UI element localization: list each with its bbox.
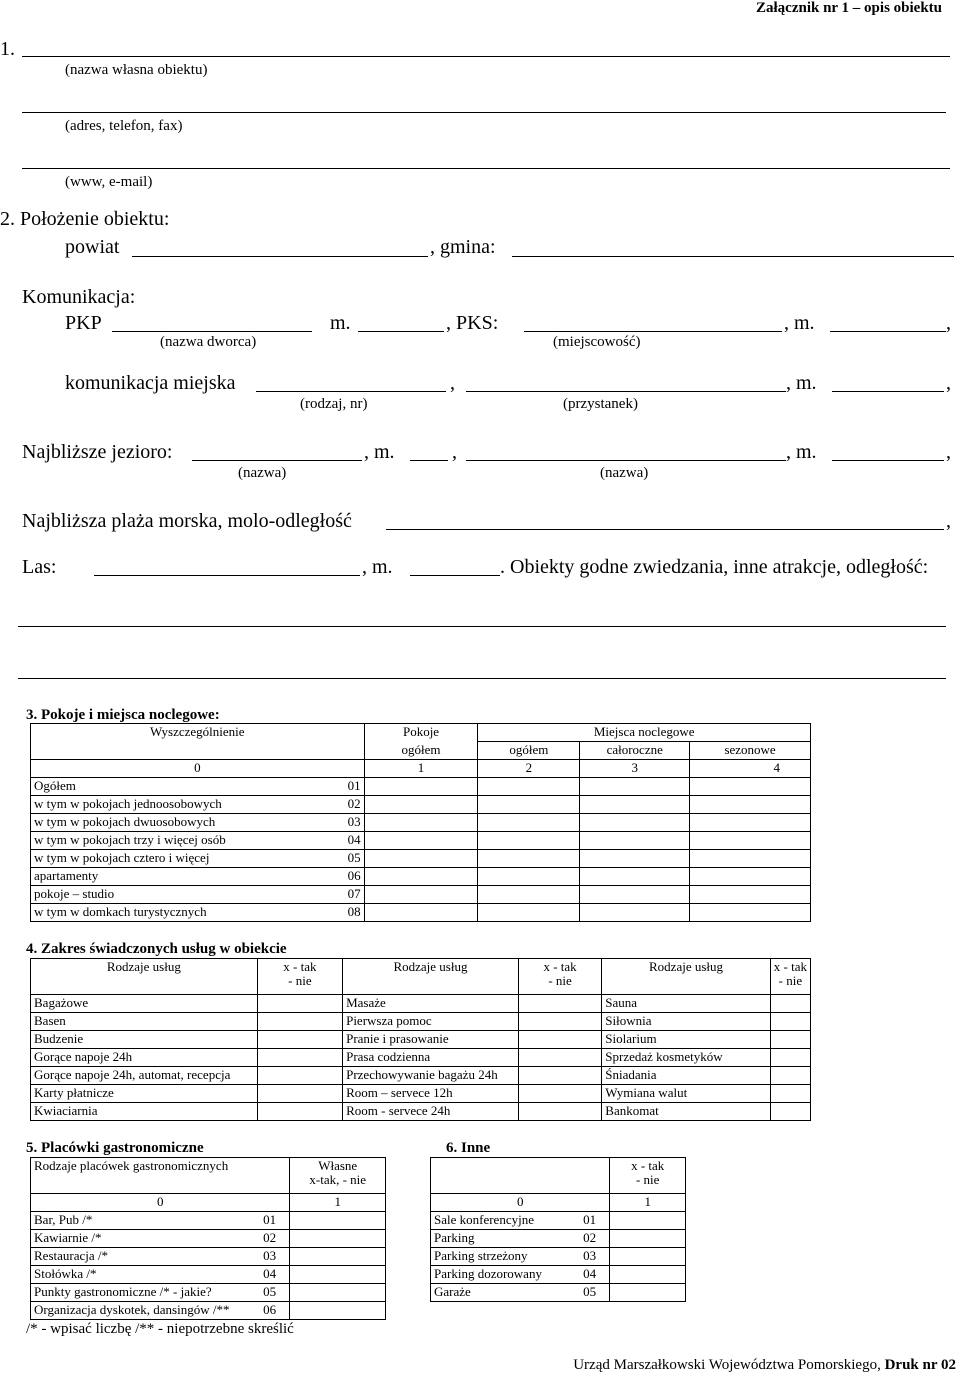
- header-miejsca: Miejsca noclegowe: [478, 724, 811, 742]
- table-row: [31, 995, 811, 1013]
- plaza-field-line[interactable]: [386, 529, 944, 530]
- section-4-title: 4. Zakres świadczonych usług w obiekcie: [26, 941, 287, 957]
- jezioro-m1-label: , m.: [364, 441, 395, 463]
- row-label: Sale konferencyjne: [431, 1212, 581, 1230]
- section-1-number: 1.: [0, 38, 15, 60]
- value-cell[interactable]: [478, 868, 580, 886]
- row-label: Kawiarnie /*: [31, 1230, 261, 1248]
- row-label: Stołówka /*: [31, 1266, 261, 1284]
- obiekty-field-line-1[interactable]: [18, 626, 946, 627]
- service-name: Sprzedaż kosmetyków: [602, 1049, 770, 1067]
- col-number-4: 4: [690, 760, 811, 778]
- service-name: Gorące napoje 24h: [31, 1049, 258, 1067]
- value-cell[interactable]: [478, 778, 580, 796]
- name-field-line[interactable]: [22, 56, 950, 57]
- header-sezonowe: sezonowe: [690, 742, 811, 760]
- service-name: Pranie i prasowanie: [343, 1031, 519, 1049]
- tak-label: x - tak: [543, 959, 577, 974]
- row-code: 04: [580, 1266, 610, 1284]
- row-code: 03: [580, 1248, 610, 1266]
- value-cell[interactable]: [364, 778, 478, 796]
- service-name: Gorące napoje 24h, automat, recepcja: [31, 1067, 258, 1085]
- col-number-0: 0: [31, 1194, 290, 1212]
- header-ogolem-pokoje: ogółem: [364, 742, 478, 760]
- jezioro-m2-field-line[interactable]: [832, 460, 944, 461]
- row-label: w tym w pokojach jednoosobowych: [34, 796, 222, 811]
- value-cell[interactable]: [690, 814, 811, 832]
- header-tak-nie-1: [257, 959, 342, 995]
- value-cell[interactable]: [364, 850, 478, 868]
- service-checkbox-cell[interactable]: [770, 1013, 810, 1031]
- nazwa-dworca-caption: (nazwa dworca): [160, 334, 257, 350]
- pks-label: , PKS:: [446, 312, 499, 334]
- table-row: [31, 1013, 811, 1031]
- row-code: 05: [580, 1284, 610, 1302]
- header-caloroczne: całoroczne: [580, 742, 690, 760]
- pkp-field-line[interactable]: [112, 331, 312, 332]
- value-cell[interactable]: [610, 1248, 686, 1266]
- comma: ,: [450, 372, 455, 394]
- przystanek-caption: (przystanek): [563, 396, 638, 412]
- pkp-label: PKP: [65, 312, 102, 334]
- service-name: Masaże: [343, 995, 519, 1013]
- miejscowosc-caption: (miejscowość): [553, 334, 641, 350]
- row-label-cell: [31, 814, 365, 832]
- address-field-line[interactable]: [22, 112, 946, 113]
- row-label: w tym w pokojach cztero i więcej: [34, 850, 210, 865]
- service-checkbox-cell[interactable]: [770, 1067, 810, 1085]
- jezioro-m1-field-line[interactable]: [410, 460, 448, 461]
- header-rodzaje-uslug-2: Rodzaje usług: [343, 959, 519, 995]
- header-empty: [31, 742, 365, 760]
- value-cell[interactable]: [290, 1302, 386, 1320]
- row-label-cell: [31, 796, 365, 814]
- value-cell[interactable]: [610, 1230, 686, 1248]
- value-cell[interactable]: [580, 814, 690, 832]
- gmina-field-line[interactable]: [512, 256, 954, 257]
- service-name: Przechowywanie bagażu 24h: [343, 1067, 519, 1085]
- col-number-3: 3: [580, 760, 690, 778]
- value-cell[interactable]: [690, 886, 811, 904]
- other-table: [430, 1157, 686, 1302]
- service-checkbox-cell[interactable]: [257, 995, 342, 1013]
- table-row: [431, 1284, 686, 1302]
- col-number-1: 1: [610, 1194, 686, 1212]
- col-number-1: 1: [364, 760, 478, 778]
- row-label: pokoje – studio: [34, 886, 115, 901]
- row-code: 02: [580, 1230, 610, 1248]
- footer: [573, 1357, 956, 1374]
- tak-label: x - tak: [773, 959, 807, 974]
- col-number-0: 0: [31, 760, 365, 778]
- service-checkbox-cell[interactable]: [518, 1085, 601, 1103]
- row-code: 06: [347, 868, 361, 883]
- header-wlasne: [290, 1158, 386, 1194]
- service-checkbox-cell[interactable]: [518, 1049, 601, 1067]
- row-label: w tym w domkach turystycznych: [34, 904, 207, 919]
- service-name: Wymiana walut: [602, 1085, 770, 1103]
- address-caption: (adres, telefon, fax): [65, 118, 183, 134]
- value-cell[interactable]: [580, 850, 690, 868]
- table-row: [31, 1212, 386, 1230]
- nie-label: - nie: [635, 1172, 660, 1187]
- row-code: 02: [260, 1230, 290, 1248]
- value-cell[interactable]: [610, 1266, 686, 1284]
- row-label: Restauracja /*: [31, 1248, 261, 1266]
- value-cell[interactable]: [364, 868, 478, 886]
- service-checkbox-cell[interactable]: [257, 1085, 342, 1103]
- nie-label: - nie: [288, 973, 312, 988]
- row-label: w tym w pokojach dwuosobowych: [34, 814, 216, 829]
- row-label-cell: [31, 832, 365, 850]
- komunikacja-miejska-label: komunikacja miejska: [65, 372, 236, 394]
- service-checkbox-cell[interactable]: [518, 995, 601, 1013]
- nie-label: - nie: [778, 973, 803, 988]
- value-cell[interactable]: [478, 832, 580, 850]
- km-rodzaj-field-line[interactable]: [256, 391, 446, 392]
- value-cell[interactable]: [690, 832, 811, 850]
- table-row: [31, 868, 811, 886]
- row-label: Organizacja dyskotek, dansingów /**: [31, 1302, 261, 1320]
- service-checkbox-cell[interactable]: [257, 1103, 342, 1121]
- services-table: [30, 958, 811, 1121]
- rodzaj-nr-caption: (rodzaj, nr): [300, 396, 368, 412]
- service-name: Śniadania: [602, 1067, 770, 1085]
- row-code: 01: [260, 1212, 290, 1230]
- value-cell[interactable]: [290, 1266, 386, 1284]
- value-cell[interactable]: [690, 778, 811, 796]
- table-row: [31, 904, 811, 922]
- service-checkbox-cell[interactable]: [257, 1067, 342, 1085]
- powiat-field-line[interactable]: [132, 256, 428, 257]
- header-empty: [260, 1158, 290, 1194]
- service-name: Room – servece 12h: [343, 1085, 519, 1103]
- value-cell[interactable]: [290, 1248, 386, 1266]
- col-number-2: 2: [478, 760, 580, 778]
- value-cell[interactable]: [690, 904, 811, 922]
- pks-m-field-line[interactable]: [830, 331, 946, 332]
- value-cell[interactable]: [580, 904, 690, 922]
- nie-label: - nie: [548, 973, 572, 988]
- header-tak-nie-3: [770, 959, 810, 995]
- km-przystanek-field-line[interactable]: [466, 391, 786, 392]
- service-checkbox-cell[interactable]: [518, 1013, 601, 1031]
- service-name: Pierwsza pomoc: [343, 1013, 519, 1031]
- value-cell[interactable]: [580, 886, 690, 904]
- row-label-cell: [31, 868, 365, 886]
- service-name: Prasa codzienna: [343, 1049, 519, 1067]
- row-label: Parking: [431, 1230, 581, 1248]
- jezioro-name1-field-line[interactable]: [192, 460, 362, 461]
- section-2-title: 2. Położenie obiektu:: [0, 208, 170, 230]
- row-code: 01: [580, 1212, 610, 1230]
- name-caption: (nazwa własna obiektu): [65, 62, 208, 78]
- service-name: Basen: [31, 1013, 258, 1031]
- table-row: [431, 1230, 686, 1248]
- col-number-0: 0: [431, 1194, 610, 1212]
- table-row: [31, 1085, 811, 1103]
- row-code: 05: [347, 850, 361, 865]
- row-label: w tym w pokojach trzy i więcej osób: [34, 832, 226, 847]
- comma: ,: [946, 510, 951, 532]
- service-name: Budzenie: [31, 1031, 258, 1049]
- table-row: [31, 778, 811, 796]
- value-cell[interactable]: [290, 1230, 386, 1248]
- header-empty: [431, 1158, 581, 1194]
- row-code: 03: [347, 814, 361, 829]
- las-m-field-line[interactable]: [410, 575, 500, 576]
- service-name: Room - servece 24h: [343, 1103, 519, 1121]
- row-code: 02: [347, 796, 361, 811]
- value-cell[interactable]: [364, 904, 478, 922]
- value-cell[interactable]: [580, 868, 690, 886]
- web-field-line[interactable]: [22, 168, 950, 169]
- table-row: [31, 1284, 386, 1302]
- nazwa-caption-2: (nazwa): [600, 465, 649, 481]
- las-m-label: , m.: [362, 556, 393, 578]
- table-row: [431, 1266, 686, 1284]
- value-cell[interactable]: [364, 814, 478, 832]
- service-checkbox-cell[interactable]: [770, 1049, 810, 1067]
- row-label-cell: [31, 904, 365, 922]
- value-cell[interactable]: [580, 796, 690, 814]
- row-code: 01: [347, 778, 361, 793]
- table-row: [31, 1067, 811, 1085]
- value-cell[interactable]: [290, 1212, 386, 1230]
- gastronomy-table: [30, 1157, 386, 1320]
- header-tak-nie: [610, 1158, 686, 1194]
- service-checkbox-cell[interactable]: [518, 1067, 601, 1085]
- table-row: [31, 796, 811, 814]
- header-rodzaje-uslug-3: Rodzaje usług: [602, 959, 770, 995]
- value-cell[interactable]: [610, 1284, 686, 1302]
- service-checkbox-cell[interactable]: [257, 1031, 342, 1049]
- value-cell[interactable]: [478, 814, 580, 832]
- table-row: [31, 1230, 386, 1248]
- service-checkbox-cell[interactable]: [257, 1049, 342, 1067]
- pkp-m-field-line[interactable]: [358, 331, 444, 332]
- table-row: [31, 832, 811, 850]
- row-label: Parking strzeżony: [431, 1248, 581, 1266]
- jezioro-label: Najbliższe jezioro:: [22, 441, 173, 463]
- value-cell[interactable]: [290, 1284, 386, 1302]
- row-code: 07: [347, 886, 361, 901]
- service-name: Siolarium: [602, 1031, 770, 1049]
- row-label: Garaże: [431, 1284, 581, 1302]
- tak-label: x - tak: [283, 959, 317, 974]
- pks-field-line[interactable]: [524, 331, 782, 332]
- rooms-table: [30, 723, 811, 922]
- row-code: 05: [260, 1284, 290, 1302]
- plaza-label: Najbliższa plaża morska, molo-odległość: [22, 510, 352, 532]
- row-label: Punkty gastronomiczne /* - jakie?: [31, 1284, 261, 1302]
- row-label: Parking dozorowany: [431, 1266, 581, 1284]
- km-m-label: , m.: [786, 372, 817, 394]
- row-code: 08: [347, 904, 361, 919]
- service-checkbox-cell[interactable]: [770, 1085, 810, 1103]
- value-cell[interactable]: [364, 832, 478, 850]
- pkp-m-label: m.: [330, 312, 351, 334]
- service-name: Siłownia: [602, 1013, 770, 1031]
- las-label: Las:: [22, 556, 57, 578]
- row-label: apartamenty: [34, 868, 99, 883]
- row-label: Ogółem: [34, 778, 76, 793]
- jezioro-name2-field-line[interactable]: [466, 460, 786, 461]
- section-3-title: 3. Pokoje i miejsca noclegowe:: [26, 707, 220, 723]
- km-m-field-line[interactable]: [832, 391, 944, 392]
- komunikacja-label: Komunikacja:: [22, 286, 136, 308]
- value-cell[interactable]: [610, 1212, 686, 1230]
- section-6-title: 6. Inne: [446, 1140, 491, 1156]
- value-cell[interactable]: [478, 886, 580, 904]
- service-checkbox-cell[interactable]: [770, 995, 810, 1013]
- gmina-label: , gmina:: [430, 236, 496, 258]
- table-row: [31, 886, 811, 904]
- service-name: Bankomat: [602, 1103, 770, 1121]
- footnote: /* - wpisać liczbę /** - niepotrzebne skreślić: [26, 1321, 294, 1337]
- row-code: 04: [260, 1266, 290, 1284]
- row-label-cell: [31, 886, 365, 904]
- value-cell[interactable]: [690, 850, 811, 868]
- table-row: [31, 850, 811, 868]
- service-checkbox-cell[interactable]: [518, 1103, 601, 1121]
- col-number-1: 1: [290, 1194, 386, 1212]
- web-caption: (www, e-mail): [65, 174, 153, 190]
- header-rodzaje-uslug-1: Rodzaje usług: [31, 959, 258, 995]
- table-row: [31, 1302, 386, 1320]
- service-checkbox-cell[interactable]: [257, 1013, 342, 1031]
- table-row: [31, 1031, 811, 1049]
- service-name: Karty płatnicze: [31, 1085, 258, 1103]
- table-row: [431, 1212, 686, 1230]
- row-code: 04: [347, 832, 361, 847]
- service-name: Sauna: [602, 995, 770, 1013]
- footer-druk: Druk nr 02: [884, 1357, 956, 1373]
- value-cell[interactable]: [690, 796, 811, 814]
- value-cell[interactable]: [580, 832, 690, 850]
- header-wyszczegolnienie: Wyszczególnienie: [31, 724, 365, 742]
- header-tak-nie-2: [518, 959, 601, 995]
- row-code: 03: [260, 1248, 290, 1266]
- table-row: [31, 1248, 386, 1266]
- row-code: 06: [260, 1302, 290, 1320]
- value-cell[interactable]: [690, 868, 811, 886]
- row-label-cell: [31, 778, 365, 796]
- comma: ,: [452, 441, 457, 463]
- comma: ,: [946, 372, 951, 394]
- nazwa-caption-1: (nazwa): [238, 465, 287, 481]
- pks-m-label: , m.: [784, 312, 815, 334]
- powiat-label: powiat: [65, 236, 120, 258]
- obiekty-label: . Obiekty godne zwiedzania, inne atrakcje, odległość:: [500, 556, 929, 578]
- comma: ,: [946, 441, 951, 463]
- row-label: Bar, Pub /*: [31, 1212, 261, 1230]
- table-row: [431, 1248, 686, 1266]
- xtak-label: x-tak, - nie: [309, 1172, 367, 1187]
- table-row: [31, 814, 811, 832]
- service-checkbox-cell[interactable]: [770, 1103, 810, 1121]
- value-cell[interactable]: [580, 778, 690, 796]
- attachment-title: Załącznik nr 1 – opis obiektu: [755, 0, 942, 16]
- comma: ,: [946, 312, 951, 334]
- value-cell[interactable]: [364, 886, 478, 904]
- service-name: Kwiaciarnia: [31, 1103, 258, 1121]
- value-cell[interactable]: [478, 850, 580, 868]
- header-rodzaje-placowek: Rodzaje placówek gastronomicznych: [31, 1158, 261, 1194]
- wlasne-label: Własne: [318, 1158, 358, 1173]
- header-pokoje: Pokoje: [364, 724, 478, 742]
- section-5-title: 5. Placówki gastronomiczne: [26, 1140, 204, 1156]
- service-name: Bagażowe: [31, 995, 258, 1013]
- tak-label: x - tak: [631, 1158, 665, 1173]
- value-cell[interactable]: [478, 904, 580, 922]
- footer-office: Urząd Marszałkowski Województwa Pomorskiego,: [573, 1357, 885, 1373]
- row-label-cell: [31, 850, 365, 868]
- header-ogolem-miejsca: ogółem: [478, 742, 580, 760]
- header-empty: [580, 1158, 610, 1194]
- value-cell[interactable]: [478, 796, 580, 814]
- las-field-line[interactable]: [94, 575, 360, 576]
- value-cell[interactable]: [364, 796, 478, 814]
- jezioro-m2-label: , m.: [786, 441, 817, 463]
- table-row: [31, 1103, 811, 1121]
- table-row: [31, 1049, 811, 1067]
- obiekty-field-line-2[interactable]: [18, 678, 946, 679]
- table-row: [31, 1266, 386, 1284]
- service-checkbox-cell[interactable]: [518, 1031, 601, 1049]
- service-checkbox-cell[interactable]: [770, 1031, 810, 1049]
